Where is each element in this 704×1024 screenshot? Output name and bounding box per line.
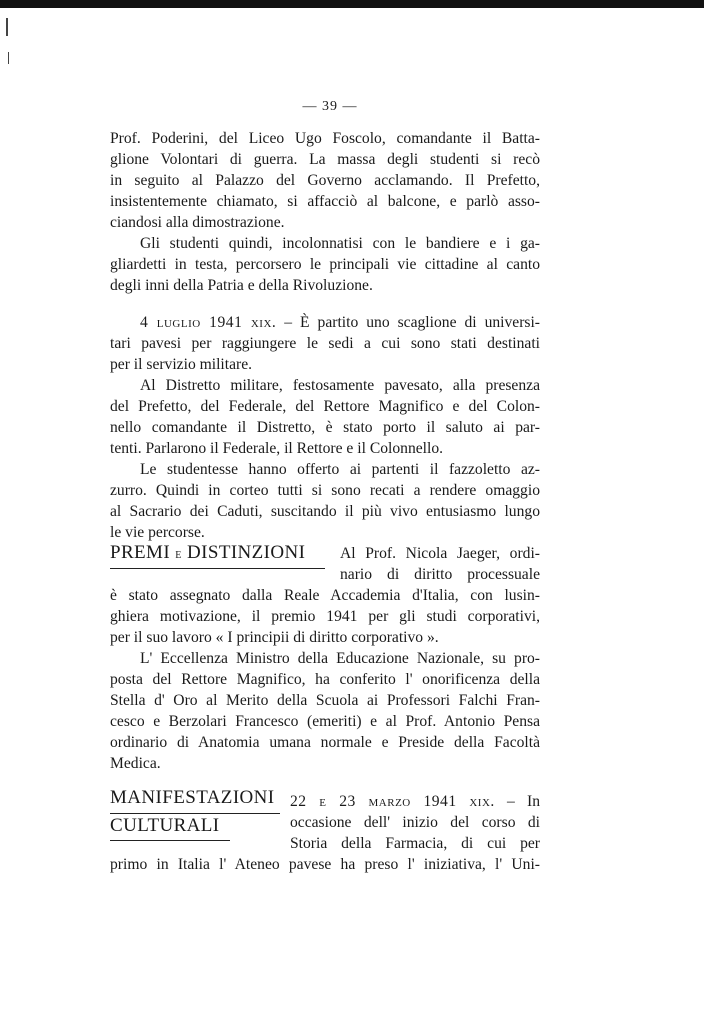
text-line: cesco e Berzolari Francesco (emeriti) e al Prof. Antonio Pensa	[110, 713, 540, 730]
text-line: del Prefetto, del Federale, del Rettore Magnifico e del Colon-	[110, 398, 540, 415]
text-line: in seguito al Palazzo del Governo acclamando. Il Prefetto,	[110, 172, 540, 189]
text-line: nello comandante il Distretto, è stato porto il saluto ai par-	[110, 419, 540, 436]
text-line: Al Distretto militare, festosamente pavesato, alla presenza	[140, 377, 540, 394]
scan-top-border	[0, 0, 704, 8]
section-heading-manifestazioni: MANIFESTAZIONI	[110, 787, 275, 808]
entry-text: – In	[494, 793, 540, 810]
text-line: Prof. Poderini, del Liceo Ugo Foscolo, comandante il Batta-	[110, 130, 540, 147]
text-line: ciandosi alla dimostrazione.	[110, 214, 285, 231]
text-line: per il servizio militare.	[110, 356, 253, 373]
text-line: gliardetti in testa, percorsero le principali vie cittadine al canto	[110, 256, 540, 273]
section-heading-premi: PREMI e DISTINZIONI	[110, 542, 306, 563]
text-line: Stella d' Oro al Merito della Scuola ai Professori Falchi Fran-	[110, 692, 540, 709]
text-line: tenti. Parlarono il Federale, il Rettore e il Colonnello.	[110, 440, 444, 457]
text-line: al Sacrario dei Caduti, suscitando il più vivo entusiasmo lungo	[110, 503, 540, 520]
text-line: tari pavesi per raggiungere le sedi a cui sono stati destinati	[110, 335, 540, 352]
text-line: ghiera motivazione, il premio 1941 per gli studi corporativi,	[110, 608, 540, 625]
text-line: Medica.	[110, 755, 161, 772]
text-line: Gli studenti quindi, incolonnatisi con le bandiere e i ga-	[140, 235, 540, 252]
text-line: zurro. Quindi in corteo tutti si sono recati a rendere omaggio	[110, 482, 540, 499]
scan-margin-mark	[8, 52, 9, 64]
text-line: occasione dell' inizio del corso di	[290, 814, 540, 831]
scan-margin-mark	[6, 18, 8, 36]
text-line: Le studentesse hanno offerto ai partenti il fazzoletto az-	[140, 461, 540, 478]
heading-underline	[110, 813, 280, 814]
text-line: insistentemente chiamato, si affacciò al balcone, e parlò asso-	[110, 193, 540, 210]
entry-first-line	[290, 791, 540, 812]
text-line: Storia della Farmacia, di cui per	[290, 835, 540, 852]
entry-text: – È partito uno scaglione di universi-	[276, 314, 540, 331]
text-line: per il suo lavoro « I principii di diritto corporativo ».	[110, 629, 439, 646]
heading-underline	[110, 568, 325, 569]
text-line: nario di diritto processuale	[340, 566, 540, 583]
text-line: L' Eccellenza Ministro della Educazione Nazionale, su pro-	[140, 650, 540, 667]
text-line: glione Volontari di guerra. La massa degli studenti si recò	[110, 151, 540, 168]
entry-first-line	[110, 312, 540, 333]
text-line: posta del Rettore Magnifico, ha conferito l' onorificenza della	[110, 671, 540, 688]
text-line: le vie percorse.	[110, 524, 205, 541]
text-line: primo in Italia l' Ateneo pavese ha preso l' iniziativa, l' Uni-	[110, 856, 540, 873]
entry-date: 4 luglio 1941 xix.	[140, 314, 277, 331]
text-line: degli inni della Patria e della Rivoluzione.	[110, 277, 373, 294]
text-line: è stato assegnato dalla Reale Accademia d'Italia, con lusin-	[110, 587, 540, 604]
page-number: — 39 —	[302, 99, 358, 114]
heading-underline	[110, 840, 230, 841]
entry-date: 22 e 23 marzo 1941 xix.	[290, 793, 495, 810]
text-line: Al Prof. Nicola Jaeger, ordi-	[340, 545, 540, 562]
text-line: ordinario di Anatomia umana normale e Preside della Facoltà	[110, 734, 540, 751]
section-heading-culturali: CULTURALI	[110, 815, 220, 836]
